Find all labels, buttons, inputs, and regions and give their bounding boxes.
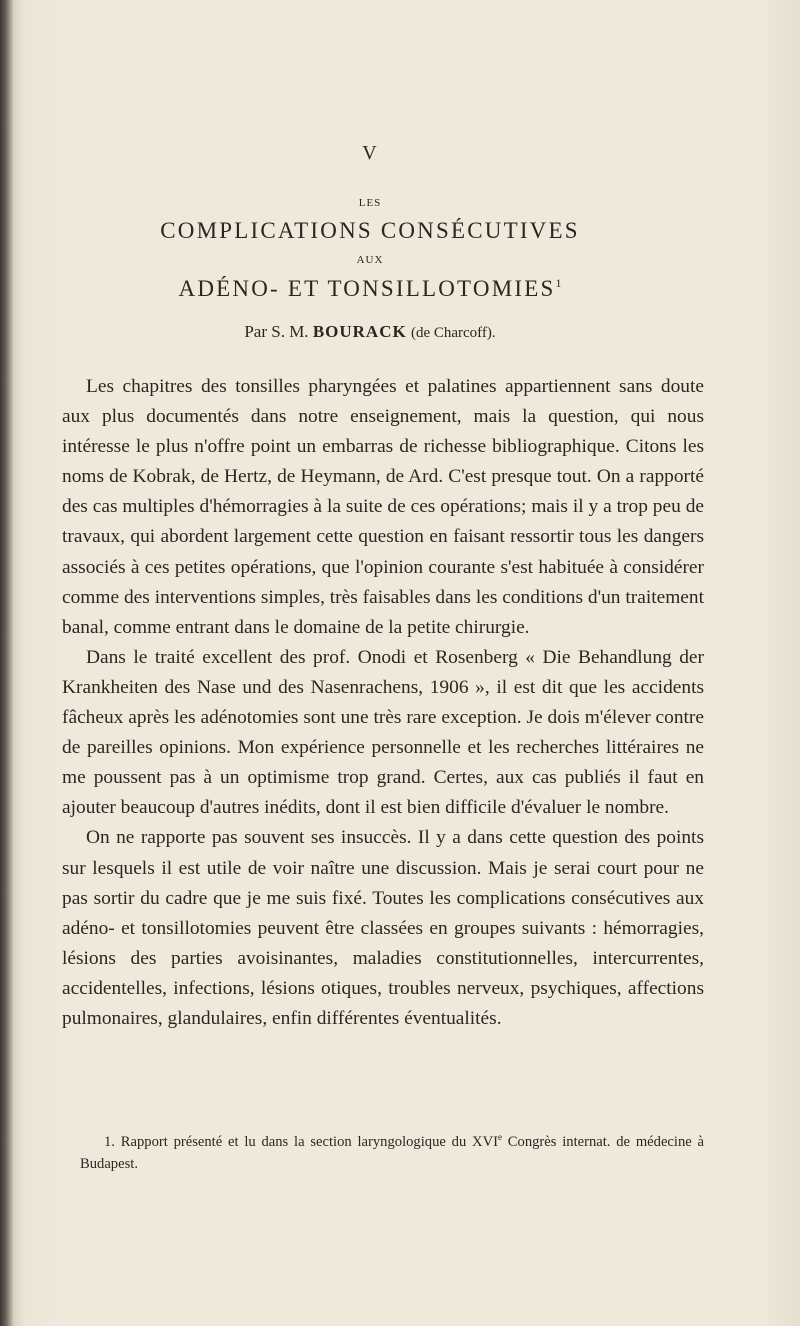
chapter-number: V — [362, 142, 378, 164]
footnote — [80, 1126, 704, 1175]
paragraph: On ne rapporte pas souvent ses insuccès. Il y a dans cette question des points sur lesquels il est utile de voir naître une discussion. Mais je serai court pour ne pas sortir du cadre que je me suis fixé. Toutes les complications consécutives aux adéno- et tonsillotomies peuvent être classées en groupes suivants : hémorragies, lésions des parties avoisinantes, maladies constitutionnelles, intercurrentes, accidentelles, infections, lésions otiques, troubles nerveux, psychiques, affections pulmonaires, glandulaires, enfin différentes éventualités. — [62, 827, 704, 1029]
footnote-reference[interactable]: 1 — [555, 276, 562, 290]
footnote-text-continued: Congrès internat. de médecine à Budapest. — [80, 1133, 704, 1172]
footnote-superscript: e — [497, 1132, 502, 1142]
article-body — [62, 372, 704, 1034]
byline-prefix: Par S. M. — [244, 322, 309, 341]
title-line-2-text: ADÉNO- ET TONSILLOTOMIES — [178, 276, 556, 301]
paragraph: Dans le traité excellent des prof. Onodi et Rosenberg « Die Behandlung der Krankheiten des Nase und des Nasenrachens, 1906 », il est dit que les accidents fâcheux après les adénotomies sont une très rare exception. Je dois m'élever contre de pareilles opinions. Mon expérience personnelle et les recherches littéraires ne me poussent pas à un optimisme trop grand. Certes, aux cas publiés il faut en ajouter beaucoup d'autres inédits, dont il est bien difficile d'évaluer le nombre. — [62, 646, 704, 819]
title-line-2 — [0, 276, 740, 302]
title-line-1: COMPLICATIONS CONSÉCUTIVES — [160, 218, 580, 243]
footnote-number: 1. — [104, 1133, 115, 1150]
author-name: BOURACK — [312, 322, 407, 341]
title-article: LES — [358, 197, 382, 209]
footnote-text: Rapport présenté et lu dans la section laryngologique du XVI — [120, 1133, 498, 1150]
paragraph: Les chapitres des tonsilles pharyngées et palatines appartiennent sans doute aux plus documentés dans notre enseignement, mais la question, qui nous intéresse le plus n'offre point un embarras de richesse bibliographique. Citons les noms de Kobrak, de Hertz, de Heymann, de Ard. C'est presque tout. On a rapporté des cas multiples d'hémorragies à la suite de ces opérations; mais il y a trop peu de travaux, qui abordent largement cette question en faisant ressortir tous les dangers associés à ces petites opérations, que l'opinion courante s'est habituée à considérer comme des interventions simples, très faisables dans les conditions d'un traitement banal, comme entrant dans le domaine de la petite chirurgie. — [62, 376, 704, 638]
title-connector: AUX — [356, 254, 384, 266]
byline — [0, 322, 740, 342]
author-affiliation: (de Charcoff). — [410, 325, 496, 341]
